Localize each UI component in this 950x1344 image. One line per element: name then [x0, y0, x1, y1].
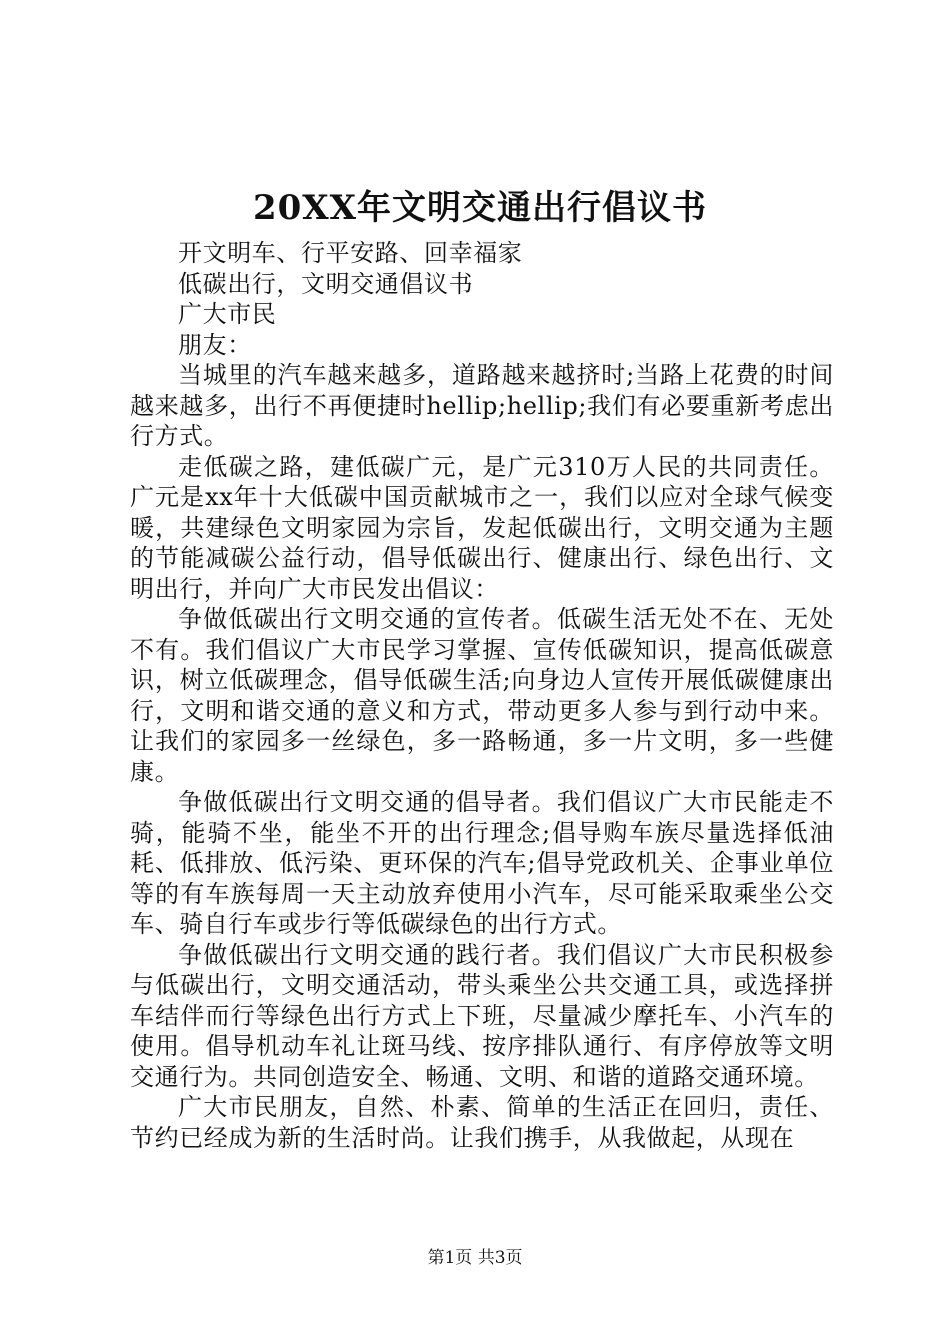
- paragraph-intro: 当城里的汽车越来越多，道路越来越挤时;当路上花费的时间越来越多，出行不再便捷时hellip;hellip;我们有必要重新考虑出行方式。: [130, 361, 834, 450]
- paragraph-low-carbon-road: 走低碳之路，建低碳广元，是广元310万人民的共同责任。广元是xx年十大低碳中国贡献城市之一，我们以应对全球气候变暖，共建绿色文明家园为宗旨，发起低碳出行，文明交通为主题的节能减碳公益行动，倡导低碳出行、健康出行、绿色出行、文明出行，并向广大市民发出倡议：: [130, 452, 834, 603]
- document-body: [130, 238, 834, 1153]
- paragraph-subtitle: 低碳出行，文明交通倡议书: [178, 269, 474, 298]
- paragraph-advocate: 争做低碳出行文明交通的倡导者。我们倡议广大市民能走不骑，能骑不坐，能坐不开的出行理念;倡导购车族尽量选择低油耗、低排放、低污染、更环保的汽车;倡导党政机关、企事业单位等的有车族每周一天主动放弃使用小汽车，尽可能采取乘坐公交车、骑自行车或步行等低碳绿色的出行方式。: [130, 788, 834, 938]
- page-number-footer: 第1页 共3页: [427, 1248, 523, 1268]
- document-title: 20XX年文明交通出行倡议书: [252, 188, 708, 228]
- paragraph-slogan: 开文明车、行平安路、回幸福家: [178, 239, 523, 267]
- paragraph-practitioner: 争做低碳出行文明交通的践行者。我们倡议广大市民积极参与低碳出行，文明交通活动，带头乘坐公共交通工具，或选择拼车结伴而行等绿色出行方式上下班，尽量减少摩托车、小汽车的使用。倡导机动车礼让斑马线、按序排队通行、有序停放等文明交通行为。共同创造安全、畅通、文明、和谐的道路交通环境。: [130, 940, 834, 1091]
- paragraph-promoter: 争做低碳出行文明交通的宣传者。低碳生活无处不在、无处不有。我们倡议广大市民学习掌握、宣传低碳知识，提高低碳意识，树立低碳理念，倡导低碳生活;向身边人宣传开展低碳健康出行，文明和谐交通的意义和方式，带动更多人参与到行动中来。让我们的家园多一丝绿色，多一路畅通，多一片文明，多一些健康。: [130, 605, 834, 786]
- paragraph-closing: 广大市民朋友，自然、朴素、简单的生活正在回归，责任、节约已经成为新的生活时尚。让我们携手，从我做起，从现在: [130, 1093, 834, 1152]
- paragraph-salutation: 广大市民: [178, 300, 277, 328]
- paragraph-salutation-cont: 朋友：: [178, 330, 252, 359]
